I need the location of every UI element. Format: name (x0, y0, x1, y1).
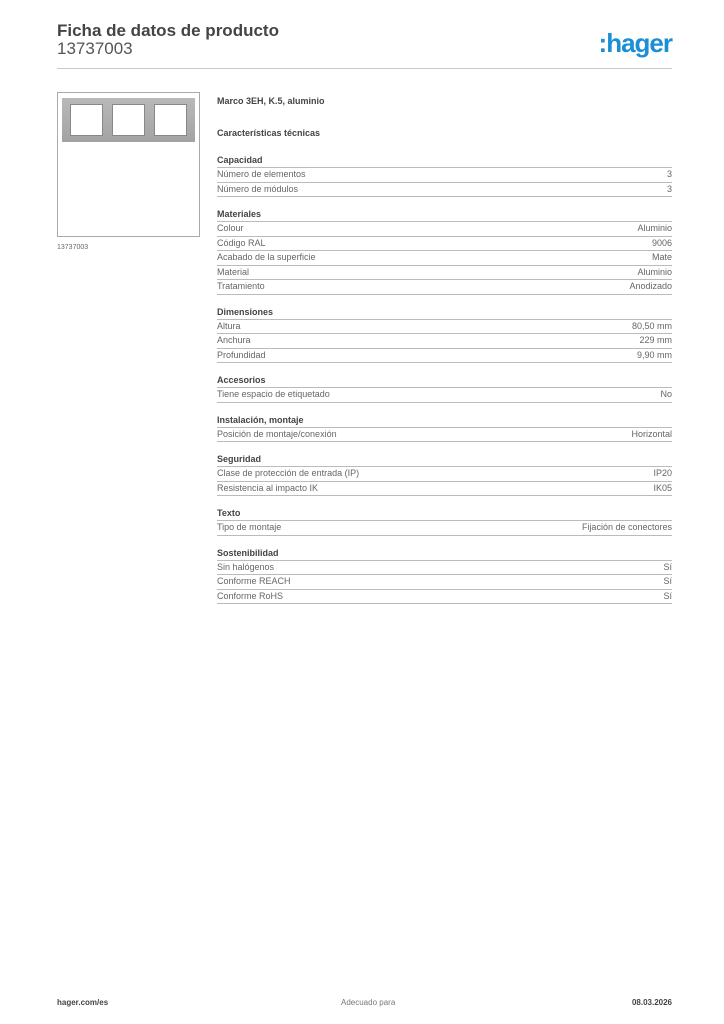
section-title: Dimensiones (217, 306, 672, 320)
spec-row (217, 467, 672, 482)
spec-row (217, 334, 672, 349)
section-title: Materiales (217, 208, 672, 222)
frame-opening (70, 104, 103, 136)
spec-value: IK05 (653, 482, 672, 493)
hager-logo: :hager (598, 28, 672, 58)
product-image (57, 92, 200, 237)
spec-row (217, 590, 672, 605)
product-name: Marco 3EH, K.5, aluminio (217, 96, 325, 106)
tech-heading: Características técnicas (217, 128, 321, 138)
spec-row (217, 575, 672, 590)
spec-label: Altura (217, 320, 241, 331)
spec-row (217, 521, 672, 536)
spec-content (217, 96, 672, 604)
spec-section (217, 306, 672, 364)
spec-value: Sí (663, 576, 672, 586)
frame-opening (154, 104, 187, 136)
frame-picture (62, 98, 195, 142)
section-title: Accesorios (217, 374, 672, 388)
section-title: Seguridad (217, 453, 672, 467)
spec-value: Aluminio (637, 266, 672, 277)
spec-label: Conforme RoHS (217, 590, 284, 601)
spec-section (217, 414, 672, 443)
spec-label: Conforme REACH (217, 576, 291, 586)
spec-label: Tiene espacio de etiquetado (217, 389, 330, 399)
spec-label: Sin halógenos (217, 561, 275, 572)
frame-opening (112, 104, 145, 136)
spec-value: 229 mm (639, 335, 672, 345)
spec-value: Sí (663, 590, 672, 601)
spec-row (217, 237, 672, 252)
spec-row (217, 482, 672, 497)
spec-label: Resistencia al impacto IK (217, 482, 319, 493)
spec-label: Posición de montaje/conexión (217, 428, 337, 439)
spec-value: Mate (651, 252, 672, 262)
section-title: Sostenibilidad (217, 547, 672, 561)
spec-value: 9,90 mm (636, 349, 672, 360)
image-caption: 13737003 (57, 244, 89, 251)
spec-row (217, 183, 672, 198)
spec-row (217, 428, 672, 443)
spec-row (217, 388, 672, 403)
footer-website[interactable]: hager.com/es (57, 998, 109, 1007)
spec-row (217, 561, 672, 576)
spec-label: Número de módulos (217, 183, 299, 194)
spec-row (217, 266, 672, 281)
spec-value: Horizontal (631, 428, 672, 439)
spec-label: Anchura (217, 335, 251, 345)
spec-row (217, 280, 672, 295)
spec-row (217, 320, 672, 335)
section-title: Capacidad (217, 154, 672, 168)
spec-section (217, 208, 672, 295)
spec-label: Clase de protección de entrada (IP) (217, 468, 360, 478)
product-number: 13737003 (57, 39, 133, 58)
spec-row (217, 251, 672, 266)
spec-value: Sí (663, 561, 672, 572)
spec-value: Fijación de conectores (581, 522, 672, 532)
spec-value: 9006 (651, 237, 672, 248)
spec-label: Acabado de la superficie (217, 252, 316, 262)
section-title: Texto (217, 507, 672, 521)
spec-value: 80,50 mm (631, 320, 672, 331)
spec-label: Material (217, 266, 250, 277)
spec-label: Número de elementos (217, 169, 306, 179)
section-title: Instalación, montaje (217, 414, 672, 428)
spec-row (217, 168, 672, 183)
header-divider (57, 68, 672, 69)
spec-section (217, 507, 672, 536)
spec-value: Anodizado (629, 281, 672, 291)
spec-section (217, 453, 672, 496)
spec-label: Código RAL (217, 237, 266, 248)
spec-row (217, 222, 672, 237)
spec-value: No (660, 389, 672, 399)
spec-label: Tratamiento (217, 281, 265, 291)
spec-value: 3 (666, 183, 672, 194)
page-title: Ficha de datos de producto (57, 21, 279, 40)
spec-label: Tipo de montaje (217, 522, 282, 532)
spec-label: Colour (217, 223, 244, 233)
footer-center: Adecuado para (341, 998, 396, 1007)
spec-value: IP20 (653, 468, 672, 478)
footer-date: 08.03.2026 (631, 998, 672, 1007)
spec-section (217, 547, 672, 605)
spec-label: Profundidad (217, 349, 266, 360)
spec-section (217, 154, 672, 197)
spec-value: 3 (666, 169, 672, 179)
spec-section (217, 374, 672, 403)
spec-row (217, 349, 672, 364)
spec-value: Aluminio (637, 223, 672, 233)
